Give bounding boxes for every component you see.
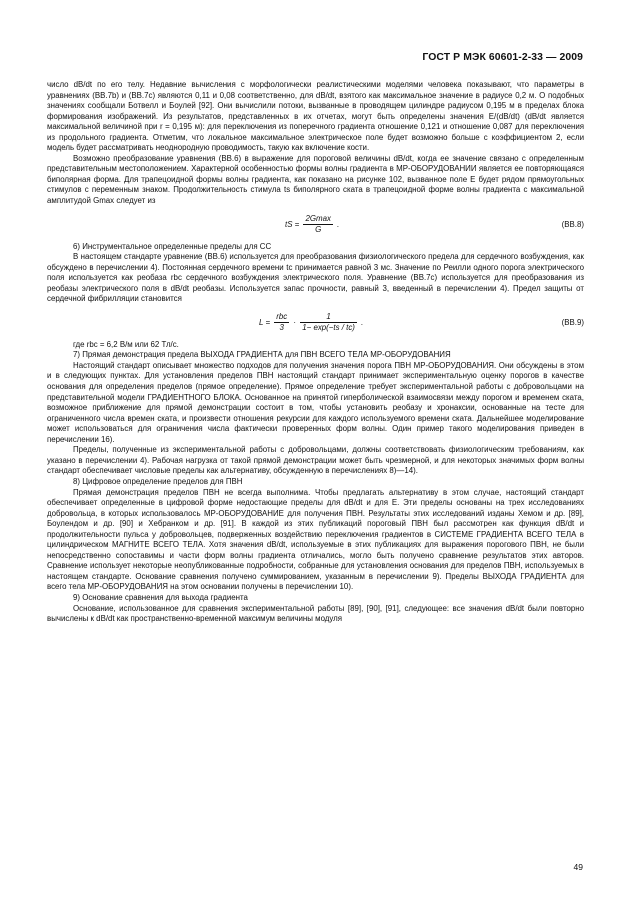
- formula-bb9-lhs: L =: [259, 317, 271, 327]
- page-number: 49: [573, 862, 583, 872]
- paragraph: В настоящем стандарте уравнение (ВВ.6) используется для преобразования физиологического предела для сердечного возбуждения, как обсуждено в перечислении 4). Постоянная сердечного времени tc принимается равной 3 мс. Значение по Реилли одного порога электрического поля используется как реобаза rbc сердечного возбуждения электрического поля. Уравнение (ВВ.7c) используется для преобразования из реобазы электрического поля в dB/dt реобазы. Используется запас прочности, равный 3, введенный в перечислении 4). Предел защиты от сердечной фибрилляции становится: [47, 252, 584, 304]
- paragraph: 6) Инструментальное определенные пределы для СС: [73, 241, 272, 251]
- formula-bb9-tail: .: [361, 317, 364, 327]
- formula-bb8-tail: .: [337, 219, 340, 229]
- formula-bb8: [47, 209, 584, 239]
- paragraph: 8) Цифровое определение пределов для ПВН: [73, 476, 243, 486]
- formula-bb9-expression: [259, 312, 363, 334]
- paragraph: Основание, использованное для сравнения экспериментальной работы [89], [90], [91], следующее: все значения dB/dt были повторно вычислены к dB/dt как пространственно-временной максимум величины модуля: [47, 603, 584, 624]
- formula-bb9-dot: ·: [293, 317, 297, 327]
- formula-bb8-numerator: 2Gmax: [303, 214, 332, 226]
- formula-bb8-number: (ВВ.8): [561, 219, 584, 229]
- formula-bb8-fraction: [303, 214, 332, 236]
- formula-bb9-numerator-2: 1: [300, 312, 357, 324]
- paragraph: Настоящий стандарт описывает множество подходов для получения значения порога ПВН МР-ОБОРУДОВАНИЯ. Они обсуждены в этом и в следующих пунктах. Для установления пределов ПВН настоящий стандарт принимает экспериментальную оценку порогов в качестве основания для определения пределов (прямое определение). Прямое определение требует экспериментальной работы с добровольцами на представительной модели ГРАДИЕНТНОГО БЛОКА. Основанное на принятой гиперболической взаимосвязи между порогом и временем ската, возможное приближение для прямой демонстрации состоит в том, чтобы установить реобазу и хронаксии, основанные на тесте для ограниченного числа времен ската, и произвести отношения рекурсии для каждого используемого времени ската. Дальнейшее моделирование может использоваться для ограничения числа фактически проверенных форм волны. Один пример такого моделирования приведен в перечислении 16).: [47, 360, 584, 444]
- paragraph: 7) Прямая демонстрация предела ВЫХОДА ГРАДИЕНТА для ПВН ВСЕГО ТЕЛА МР-ОБОРУДОВАНИЯ: [73, 350, 451, 360]
- formula-bb8-expression: [285, 214, 339, 236]
- formula-bb9-fraction-1: [274, 312, 289, 334]
- document-body: [47, 80, 584, 625]
- paragraph: где rbc = 6,2 В/м или 62 Тл/с.: [73, 339, 179, 349]
- paragraph: Пределы, полученные из экспериментальной работы с добровольцами, должны соответствовать физиологическим требованиям, как указано в перечислении 4). Рабочая нагрузка от такой прямой демонстрации может быть чрезмерной, и для некоторых значимых форм волны стандарт обеспечивает числовые пределы как альтернативу, обсужденную в перечислениях 8)—14).: [47, 445, 584, 476]
- paragraph: число dB/dt по его телу. Недавние вычисления с морфологически реалистическими моделями человека показывают, что параметры в уравнениях (ВВ.7b) и (ВВ.7c) являются 0,11 и 0,08 соответственно, для dB/dt, взятого как максимальное значение в радиусе 0,2 м. О подобных значениях сообщали Ботвелл и Боулей [92]. Они вычислили потоки, вызванные в проводящем цилиндре радиусом 0,195 м в пределах блока формирования изображений. Из результатов, представленных в их отчетах, могут быть определены значения E/(dB/dt) (dB/dt является максимальной величиной при r = 0,195 м): для переключения из поперечного градиента отношение 0,121 и отношение 0,087 для переключения из продольного градиента. Отметим, что локальное максимальное электрическое поле будет возможно больше с коэффициентом 2, если модель будет рассматривать неоднородную проводимость, такую как включение кости.: [47, 80, 584, 153]
- formula-bb9-numerator-1: rbc: [274, 312, 289, 324]
- formula-bb9-number: (ВВ.9): [561, 317, 584, 327]
- paragraph: Прямая демонстрация пределов ПВН не всегда выполнима. Чтобы предлагать альтернативу в этом случае, настоящий стандарт обеспечивает определенные в цифровой форме недостающие пределы для dB/dt и для E. Эти пределы основаны на трех исследованиях добровольца, в которых использовалось МР-ОБОРУДОВАНИЕ для получения ПВН. Результаты этих исследований изданы Хемом и др. [89], Боулендом и др. [90] и Хебранком и др. [91]. В каждой из этих публикаций пороговый ПВН был рассмотрен как функция dB/dt и продолжительности пульса у добровольцев, подверженных воздействию переключения градиентов в СИСТЕМЕ ГРАДИЕНТА ВСЕГО ТЕЛА в цилиндрическом МАГНИТЕ ВСЕГО ТЕЛА. Хотя значения dB/dt, используемые в этих публикациях для выражения порогового ПВН, не были непосредственно сопоставимы и части форм волны градиента отличались, могло быть получено сравнение результатов этих авторов. Сравнение использует некоторые неопубликованные подробности, собранные для установления основания для пределов ПВН, используемых в настоящем стандарте. Основание сравнения получено суммированием, указанным в перечислении 9). Пределы ВЫХОДА ГРАДИЕНТА для всего тела МР-ОБОРУДОВАНИЯ на этом основании получены в перечислении 10).: [47, 487, 584, 592]
- paragraph: Возможно преобразование уравнения (ВВ.6) в выражение для пороговой величины dB/dt, когда ее значение связано с определенным представительным местоположением. Характерной особенностью формы волны градиента в МР-ОБОРУДОВАНИИ является ее повторяющаяся биполярная форма. Для трапецоидной формы волны градиента, как показано на рисунке 102, вызванное поле E будет рядом прямоугольных стимулов с переменным знаком. Продолжительность стимула ts биполярного ската в трапецоидной форме волны градиента с максимальной амплитудой Gmax следует из: [47, 153, 584, 206]
- formula-bb8-lhs: tS =: [285, 219, 300, 229]
- page-header: ГОСТ Р МЭК 60601-2-33 — 2009: [422, 52, 583, 63]
- formula-bb9-denominator-1: 3: [279, 323, 284, 333]
- formula-bb9-denominator-2: 1− exp(−ts / tc): [302, 323, 355, 333]
- formula-bb9: [47, 307, 584, 337]
- paragraph: 9) Основание сравнения для выхода градиента: [73, 592, 248, 602]
- formula-bb8-denominator: G: [315, 225, 322, 235]
- formula-bb9-fraction-2: [300, 312, 357, 334]
